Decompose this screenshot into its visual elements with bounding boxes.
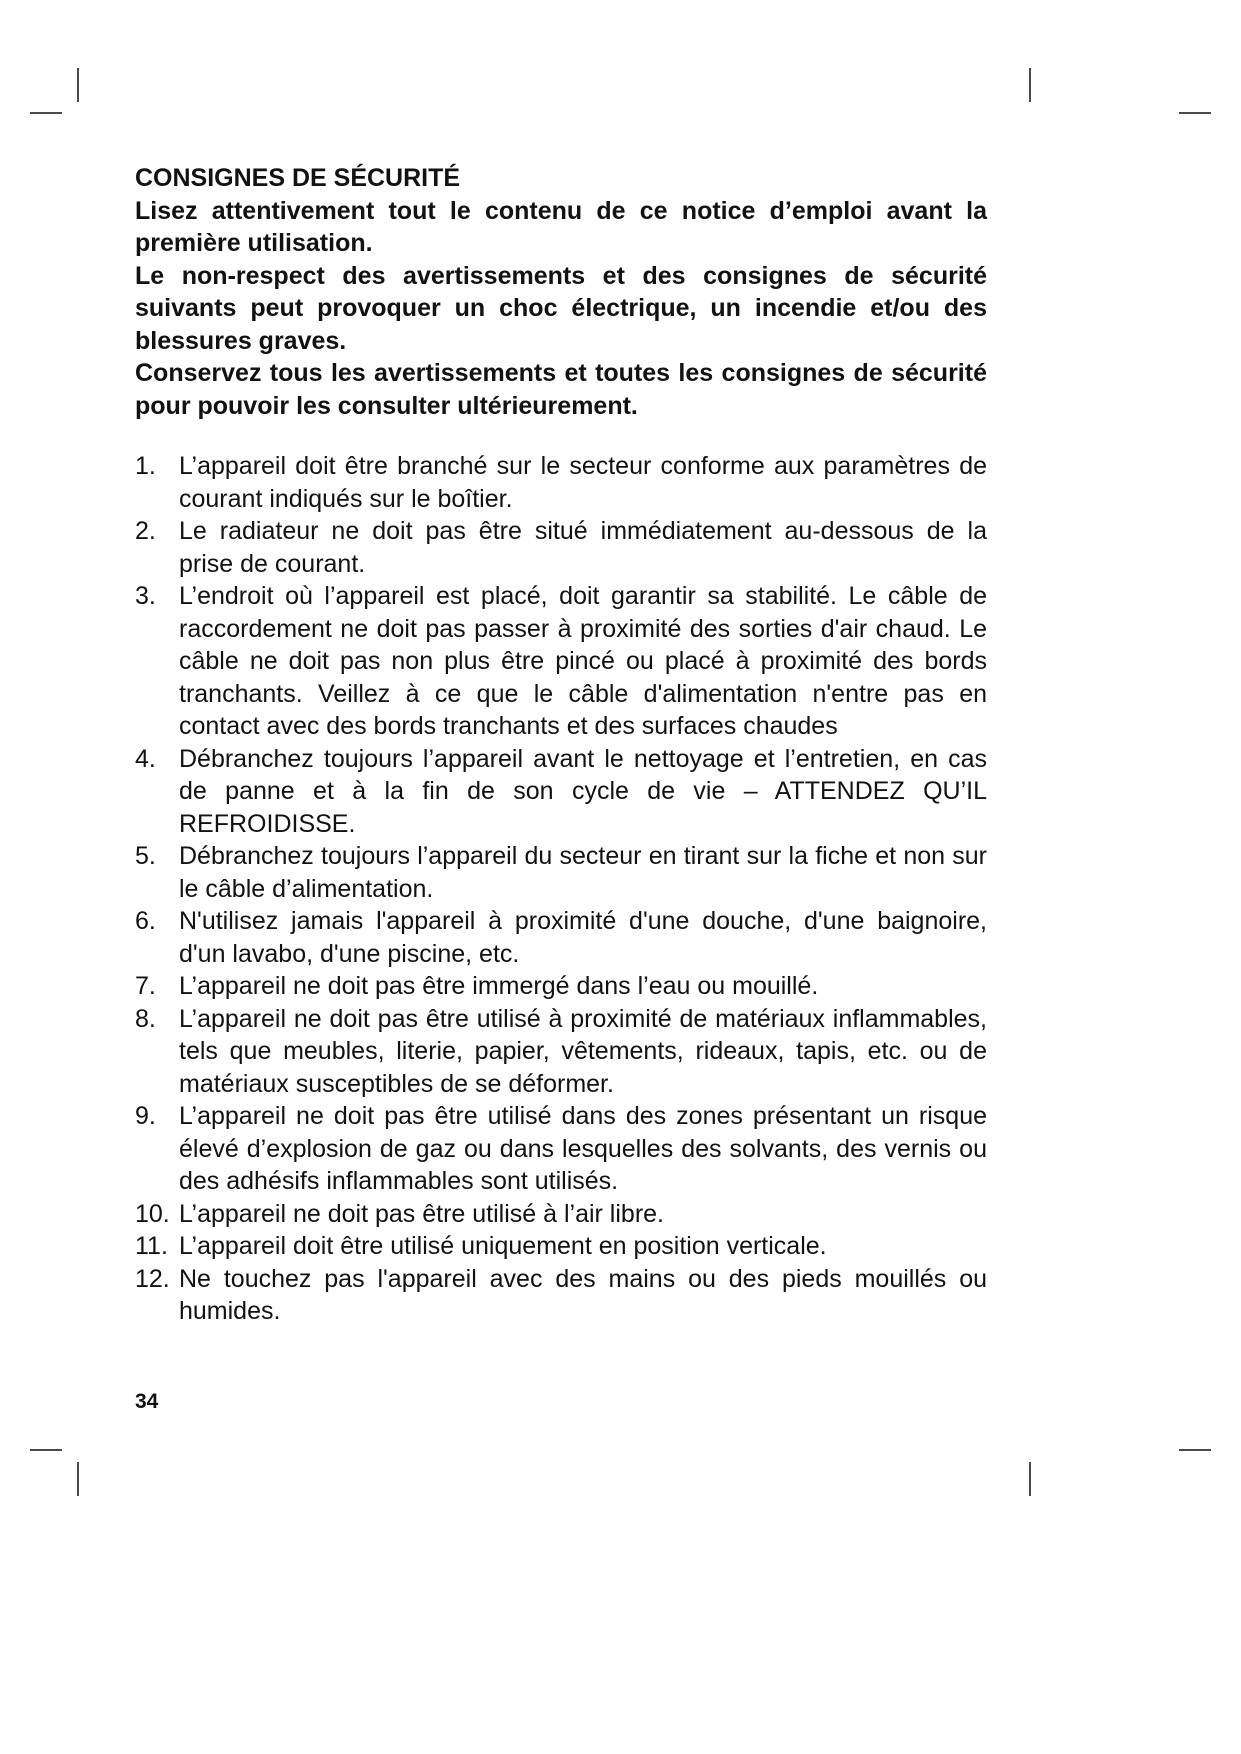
- crop-mark-bottom-left-vertical: [77, 1462, 79, 1496]
- list-item-text: Ne touchez pas l'appareil avec des mains ou des pieds mouillés ou humides.: [179, 1264, 987, 1325]
- crop-mark-top-left-vertical: [77, 68, 79, 102]
- intro-paragraph: Le non-respect des avertissements et des consignes de sécurité suivants peut provoquer un choc électrique, un incendie et/ou des blessures graves.: [135, 261, 987, 355]
- list-item-text: Débranchez toujours l’appareil du secteur en tirant sur la fiche et non sur le câble d’alimentation.: [179, 842, 987, 903]
- list-item: [135, 970, 987, 1003]
- list-item-number: 5.: [135, 842, 156, 870]
- crop-mark-top-left-horizontal: [30, 112, 62, 114]
- list-item-number: 2.: [135, 517, 156, 545]
- list-item: [135, 450, 987, 515]
- list-item-text: L’appareil ne doit pas être utilisé à l’air libre.: [179, 1199, 664, 1228]
- list-item-text: N'utilisez jamais l'appareil à proximité d'une douche, d'une baignoire, d'un lavabo, d'une piscine, etc.: [179, 907, 987, 968]
- list-item-text: L’endroit où l’appareil est placé, doit garantir sa stabilité. Le câble de raccordement ne doit pas passer à proximité des sorties d'air chaud. Le câble ne doit pas non plus être pincé ou placé à proximité des bords tranchants. Veillez à ce que le câble d'alimentation n'entre pas en contact avec des bords tranchants et des surfaces chaudes: [179, 582, 987, 740]
- intro-paragraph: Lisez attentivement tout le contenu de ce notice d’emploi avant la première utilisation.: [135, 196, 987, 257]
- page-number: 34: [135, 1390, 159, 1413]
- list-item-text: Débranchez toujours l’appareil avant le nettoyage et l’entretien, en cas de panne et à la fin de son cycle de vie – ATTENDEZ QU’IL REFROIDISSE.: [179, 744, 987, 838]
- crop-mark-bottom-right-horizontal: [1179, 1449, 1211, 1451]
- crop-mark-bottom-right-vertical: [1029, 1462, 1031, 1496]
- list-item: [135, 580, 987, 743]
- list-item-number: 11.: [135, 1232, 168, 1260]
- list-item-number: 8.: [135, 1004, 156, 1033]
- page-title: CONSIGNES DE SÉCURITÉ: [135, 164, 461, 192]
- list-item: [135, 743, 987, 841]
- list-item-number: 1.: [135, 452, 156, 480]
- list-item-number: 3.: [135, 582, 156, 610]
- list-item-number: 6.: [135, 907, 156, 935]
- safety-instructions-list: [135, 450, 987, 1328]
- list-item-text: L’appareil doit être branché sur le secteur conforme aux paramètres de courant indiqués sur le boîtier.: [179, 452, 987, 513]
- list-item-text: L’appareil ne doit pas être utilisé à proximité de matériaux inflammables, tels que meubles, literie, papier, vêtements, rideaux, tapis, etc. ou de matériaux susceptibles de se déformer.: [179, 1004, 987, 1098]
- list-item-number: 7.: [135, 972, 156, 1000]
- list-item-number: 12.: [135, 1264, 170, 1293]
- list-item: [135, 1003, 987, 1101]
- list-item: [135, 515, 987, 580]
- list-item: [135, 840, 987, 905]
- intro-block: [135, 195, 987, 423]
- list-item: [135, 1263, 987, 1328]
- crop-mark-top-right-horizontal: [1179, 112, 1211, 114]
- list-item-number: 10.: [135, 1199, 170, 1228]
- list-item-number: 9.: [135, 1102, 156, 1130]
- list-item-text: L’appareil doit être utilisé uniquement en position verticale.: [179, 1232, 827, 1260]
- intro-paragraph: Conservez tous les avertissements et toutes les consignes de sécurité pour pouvoir les consulter ultérieurement.: [135, 359, 987, 420]
- document-page: [135, 162, 987, 1328]
- list-item: [135, 905, 987, 970]
- list-item: [135, 1230, 987, 1263]
- list-item: [135, 1100, 987, 1198]
- list-item-text: L’appareil ne doit pas être utilisé dans des zones présentant un risque élevé d’explosion de gaz ou dans lesquelles des solvants, des vernis ou des adhésifs inflammables sont utilisés.: [179, 1102, 987, 1195]
- list-item-text: L’appareil ne doit pas être immergé dans l’eau ou mouillé.: [179, 972, 819, 1000]
- crop-mark-top-right-vertical: [1029, 68, 1031, 102]
- list-item: [135, 1198, 987, 1231]
- list-item-text: Le radiateur ne doit pas être situé immédiatement au-dessous de la prise de courant.: [179, 517, 987, 578]
- list-item-number: 4.: [135, 744, 156, 773]
- crop-mark-bottom-left-horizontal: [30, 1449, 62, 1451]
